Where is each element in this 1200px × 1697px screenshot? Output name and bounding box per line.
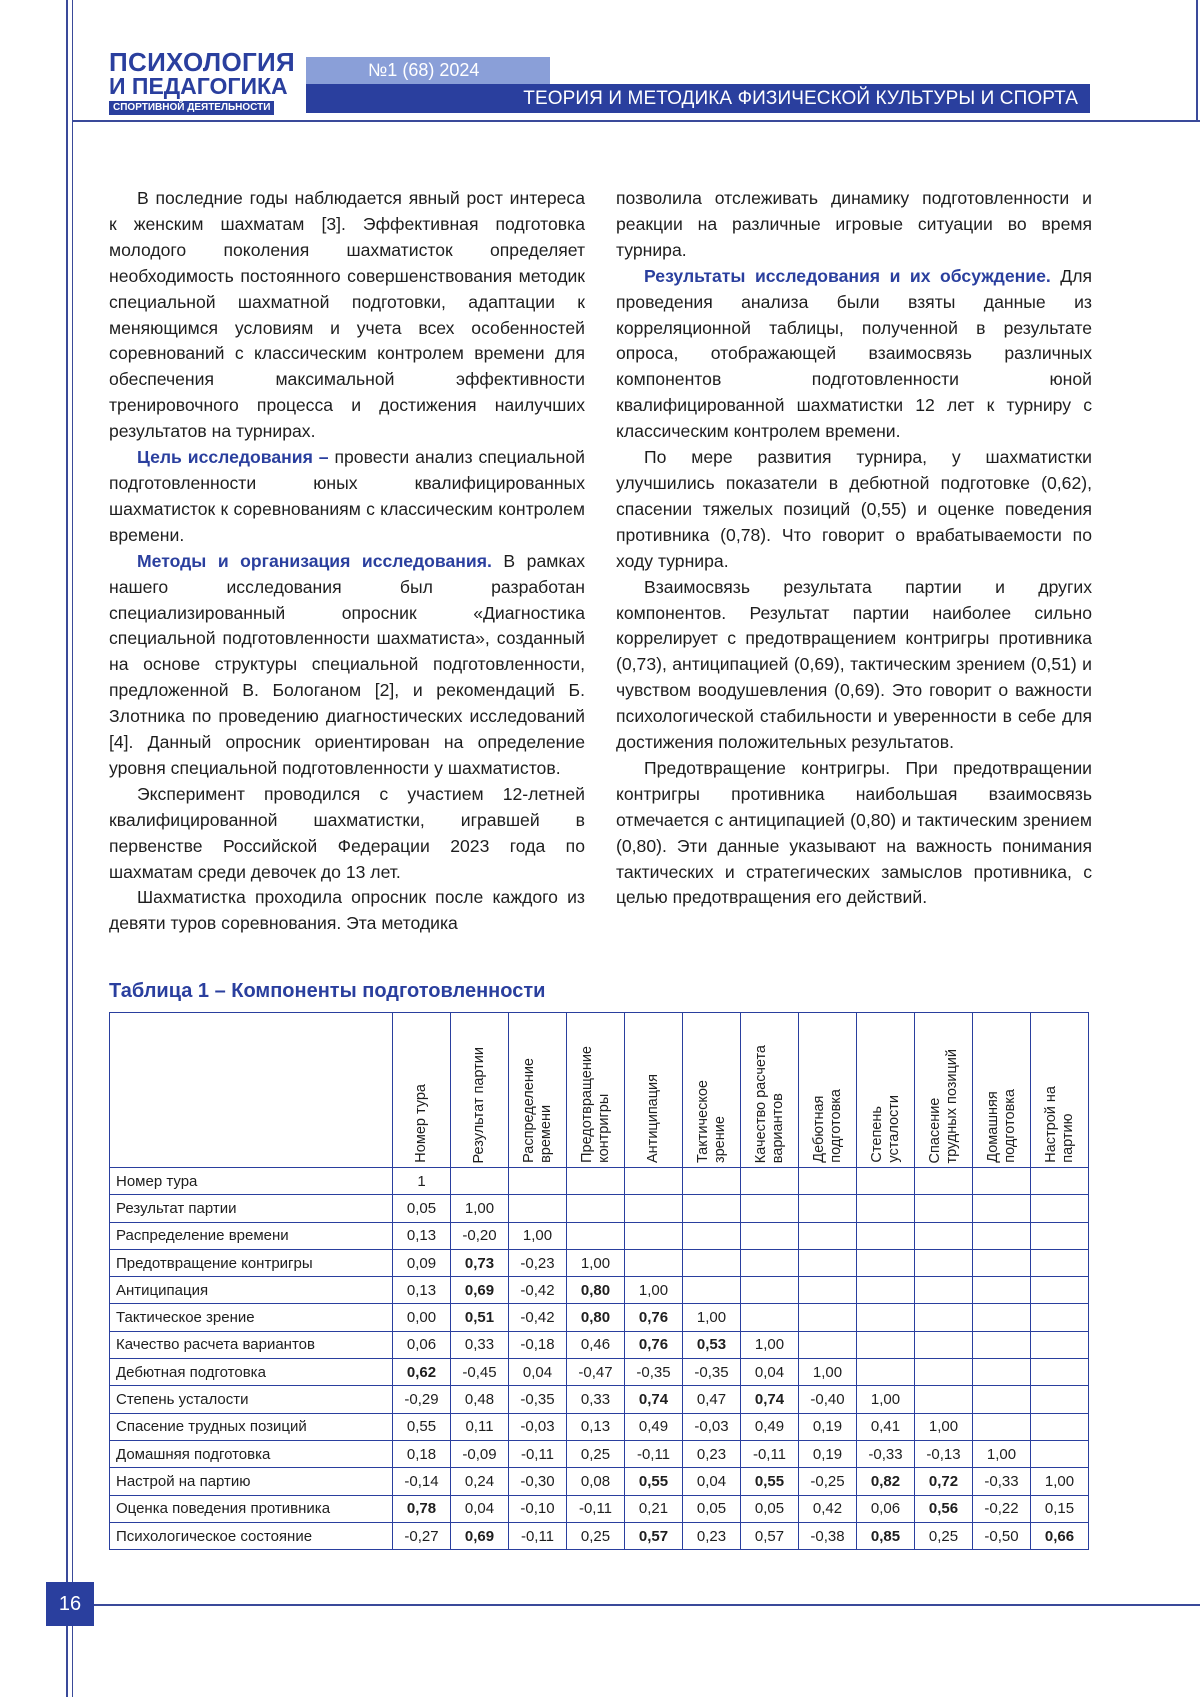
table-cell <box>915 1195 973 1222</box>
table-row <box>110 1495 1089 1522</box>
column-header: Настрой на партию <box>1031 1013 1089 1168</box>
table-cell <box>1031 1249 1089 1276</box>
table-cell: 0,76 <box>625 1304 683 1331</box>
table-cell <box>625 1168 683 1195</box>
table-cell <box>973 1413 1031 1440</box>
table-cell: 0,55 <box>393 1413 451 1440</box>
row-label: Качество расчета вариантов <box>110 1331 393 1358</box>
table-cell <box>1031 1277 1089 1304</box>
table-cell: 0,33 <box>451 1331 509 1358</box>
table-corner-cell <box>110 1013 393 1168</box>
table-cell: 0,13 <box>567 1413 625 1440</box>
table-cell: 0,08 <box>567 1468 625 1495</box>
table-cell: -0,10 <box>509 1495 567 1522</box>
table-cell: -0,03 <box>509 1413 567 1440</box>
paragraph-heading: Результаты исследования и их обсуждение. <box>644 265 1051 286</box>
table-cell: -0,33 <box>973 1468 1031 1495</box>
table-cell: 0,21 <box>625 1495 683 1522</box>
table-cell: 1,00 <box>1031 1468 1089 1495</box>
correlation-table <box>109 1012 1089 1550</box>
table-row <box>110 1195 1089 1222</box>
table-cell: 1,00 <box>799 1359 857 1386</box>
table-cell: -0,27 <box>393 1522 451 1549</box>
table-cell <box>973 1195 1031 1222</box>
table-cell: 0,73 <box>451 1249 509 1276</box>
table-cell <box>683 1168 741 1195</box>
table-cell: -0,09 <box>451 1440 509 1467</box>
table-row <box>110 1386 1089 1413</box>
table-cell: 0,09 <box>393 1249 451 1276</box>
frame-line-bottom <box>72 1604 1200 1606</box>
table-cell <box>567 1222 625 1249</box>
paragraph: Взаимосвязь результата партии и других компонентов. Результат партии наиболее сильно коррелирует с предотвращением контригры противника (0,73), антиципацией (0,69), тактическим зрением (0,51) и чувством воодушевления (0,69). Это говорит о важности психологической стабильности и уверенности в себе для достижения положительных результатов. <box>616 576 1092 753</box>
table-cell: -0,50 <box>973 1522 1031 1549</box>
paragraph: позволила отслеживать динамику подготовленности и реакции на различные игровые ситуации во время турнира. <box>616 188 1092 260</box>
table-cell: 0,25 <box>915 1522 973 1549</box>
table-cell: 0,13 <box>393 1277 451 1304</box>
table-cell: 0,11 <box>451 1413 509 1440</box>
table-cell: -0,11 <box>567 1495 625 1522</box>
table-title: Таблица 1 – Компоненты подготовленности <box>109 980 546 1002</box>
paragraph-heading: Методы и организация исследования. <box>137 550 492 571</box>
table-cell: 0,80 <box>567 1304 625 1331</box>
page-number: 16 <box>46 1582 94 1626</box>
table-cell: 0,78 <box>393 1495 451 1522</box>
row-label: Настрой на партию <box>110 1468 393 1495</box>
row-label: Предотвращение контригры <box>110 1249 393 1276</box>
table-cell <box>799 1331 857 1358</box>
table-cell: 0,33 <box>567 1386 625 1413</box>
table-cell <box>567 1168 625 1195</box>
table-cell: 0,04 <box>683 1468 741 1495</box>
table-cell: 0,19 <box>799 1440 857 1467</box>
table-cell: 0,47 <box>683 1386 741 1413</box>
column-header: Спасение трудных позиций <box>915 1013 973 1168</box>
table-cell: 0,42 <box>799 1495 857 1522</box>
column-header: Номер тура <box>393 1013 451 1168</box>
table-cell <box>973 1359 1031 1386</box>
column-header: Результат партии <box>451 1013 509 1168</box>
table-cell: 0,05 <box>741 1495 799 1522</box>
table-cell: -0,11 <box>625 1440 683 1467</box>
row-label: Домашняя подготовка <box>110 1440 393 1467</box>
table-row <box>110 1304 1089 1331</box>
table-cell: 0,53 <box>683 1331 741 1358</box>
table-cell <box>857 1331 915 1358</box>
row-label: Оценка поведения противника <box>110 1495 393 1522</box>
table-cell: 0,00 <box>393 1304 451 1331</box>
column-header: Степень усталости <box>857 1013 915 1168</box>
table-cell <box>509 1168 567 1195</box>
row-label: Спасение трудных позиций <box>110 1413 393 1440</box>
paragraph: Предотвращение контригры. При предотвращении контригры противника наибольшая взаимосвязь отмечается с антиципацией (0,80) и тактическим зрением (0,80). Эти данные указывают на важность понимания тактических и стратегических замыслов противника, с целью предотвращения его действий. <box>616 757 1092 908</box>
row-label: Антиципация <box>110 1277 393 1304</box>
column-header: Распределение времени <box>509 1013 567 1168</box>
column-header: Дебютная подготовка <box>799 1013 857 1168</box>
table-cell: 1,00 <box>567 1249 625 1276</box>
paragraph-text: Для проведения анализа были взяты данные из корреляционной таблицы, полученной в результате опроса, отображающей взаимосвязь различных компонентов подготовленности юной квалифицированной шахматистки 12 лет к турниру с классическим контролем времени. <box>616 265 1092 442</box>
table-cell <box>915 1168 973 1195</box>
table-cell <box>973 1386 1031 1413</box>
table-cell: -0,11 <box>509 1522 567 1549</box>
table-cell <box>915 1277 973 1304</box>
table-cell <box>567 1195 625 1222</box>
table-cell: -0,11 <box>509 1440 567 1467</box>
table-cell: 0,04 <box>509 1359 567 1386</box>
table-cell: -0,29 <box>393 1386 451 1413</box>
table-cell <box>973 1168 1031 1195</box>
table-cell <box>741 1195 799 1222</box>
row-label: Дебютная подготовка <box>110 1359 393 1386</box>
table-cell: 0,55 <box>625 1468 683 1495</box>
logo-line-3: СПОРТИВНОЙ ДЕЯТЕЛЬНОСТИ <box>109 101 274 115</box>
table-cell <box>1031 1168 1089 1195</box>
table-row <box>110 1331 1089 1358</box>
table-cell: 0,23 <box>683 1522 741 1549</box>
table-cell <box>915 1304 973 1331</box>
right-text-column <box>616 186 1092 911</box>
frame-line-right <box>1196 0 1198 120</box>
table-cell <box>799 1195 857 1222</box>
table-cell: 0,80 <box>567 1277 625 1304</box>
frame-line-top <box>72 120 1200 122</box>
table-cell: 0,55 <box>741 1468 799 1495</box>
table-cell <box>1031 1304 1089 1331</box>
table-cell: -0,23 <box>509 1249 567 1276</box>
table-cell: 1,00 <box>509 1222 567 1249</box>
table-cell <box>625 1222 683 1249</box>
table-cell: 0,23 <box>683 1440 741 1467</box>
table-cell: 0,72 <box>915 1468 973 1495</box>
table-cell <box>683 1277 741 1304</box>
table-cell <box>857 1222 915 1249</box>
table-cell <box>741 1222 799 1249</box>
table-cell: -0,42 <box>509 1277 567 1304</box>
table-cell: 0,05 <box>683 1495 741 1522</box>
paragraph <box>109 549 585 782</box>
table-cell <box>915 1331 973 1358</box>
table-cell <box>973 1277 1031 1304</box>
table-cell: 0,57 <box>625 1522 683 1549</box>
table-cell: 0,04 <box>451 1495 509 1522</box>
table-cell <box>741 1168 799 1195</box>
table-cell <box>625 1195 683 1222</box>
table-cell: -0,42 <box>509 1304 567 1331</box>
table-cell: 0,25 <box>567 1522 625 1549</box>
column-header: Антиципация <box>625 1013 683 1168</box>
table-cell: -0,14 <box>393 1468 451 1495</box>
table-cell: 0,25 <box>567 1440 625 1467</box>
table-cell <box>683 1249 741 1276</box>
column-header: Тактическое зрение <box>683 1013 741 1168</box>
table-cell <box>857 1304 915 1331</box>
paragraph: Шахматистка проходила опросник после каждого из девяти туров соревнования. Эта методика <box>109 887 585 934</box>
table-cell <box>451 1168 509 1195</box>
table-cell <box>683 1222 741 1249</box>
table-row <box>110 1359 1089 1386</box>
table-cell: 0,46 <box>567 1331 625 1358</box>
table-cell <box>1031 1331 1089 1358</box>
table-cell: 0,57 <box>741 1522 799 1549</box>
row-label: Результат партии <box>110 1195 393 1222</box>
table-cell: 0,49 <box>741 1413 799 1440</box>
table-cell: -0,25 <box>799 1468 857 1495</box>
table-cell: -0,47 <box>567 1359 625 1386</box>
table-cell: -0,35 <box>625 1359 683 1386</box>
table-cell <box>1031 1386 1089 1413</box>
table-row <box>110 1522 1089 1549</box>
table-cell <box>799 1304 857 1331</box>
table-cell: -0,38 <box>799 1522 857 1549</box>
table-cell: 0,69 <box>451 1277 509 1304</box>
table-cell: 0,48 <box>451 1386 509 1413</box>
table-cell: 0,76 <box>625 1331 683 1358</box>
table-cell: -0,45 <box>451 1359 509 1386</box>
table-cell: 1,00 <box>857 1386 915 1413</box>
table-cell: 0,66 <box>1031 1522 1089 1549</box>
table-cell: 0,74 <box>625 1386 683 1413</box>
table-cell: 0,13 <box>393 1222 451 1249</box>
table-cell: 1,00 <box>451 1195 509 1222</box>
table-cell <box>973 1249 1031 1276</box>
table-cell <box>973 1222 1031 1249</box>
table-cell <box>799 1222 857 1249</box>
table-cell <box>799 1277 857 1304</box>
table-cell <box>1031 1413 1089 1440</box>
table-cell <box>683 1195 741 1222</box>
table-cell: 0,69 <box>451 1522 509 1549</box>
table-cell <box>625 1249 683 1276</box>
table-cell: 0,06 <box>857 1495 915 1522</box>
table-row <box>110 1168 1089 1195</box>
paragraph <box>616 264 1092 445</box>
table-cell <box>857 1168 915 1195</box>
paragraph-text: провести анализ специальной подготовленности юных квалифицированных шахматисток к соревнованиям с классическим контролем времени. <box>109 447 586 545</box>
table-cell: 0,19 <box>799 1413 857 1440</box>
table-cell: 0,04 <box>741 1359 799 1386</box>
table-cell: -0,13 <box>915 1440 973 1467</box>
table-cell <box>1031 1440 1089 1467</box>
table-cell <box>973 1304 1031 1331</box>
frame-line-left-outer <box>66 0 68 1697</box>
table-cell: 0,85 <box>857 1522 915 1549</box>
table-header-row <box>110 1013 1089 1168</box>
table-cell: -0,03 <box>683 1413 741 1440</box>
table-cell: 1,00 <box>915 1413 973 1440</box>
table-cell <box>915 1386 973 1413</box>
table-cell <box>1031 1222 1089 1249</box>
paragraph: Эксперимент проводился с участием 12-летней квалифицированной шахматистки, игравшей в первенстве Российской Федерации 2023 года по шахматам среди девочек до 13 лет. <box>109 783 585 882</box>
table-cell: 0,41 <box>857 1413 915 1440</box>
table-cell: -0,35 <box>683 1359 741 1386</box>
table-cell <box>857 1249 915 1276</box>
table-cell <box>741 1304 799 1331</box>
paragraph-text: В рамках нашего исследования был разработан специализированный опросник «Диагностика специальной подготовленности шахматиста», созданный на основе структуры специальной подготовленности, предложенной В. Бологаном [2], и рекомендаций Б. Злотника по проведению диагностических исследований [4]. Данный опросник ориентирован на определение уровня специальной подготовленности у шахматистов. <box>109 550 585 778</box>
table-cell <box>1031 1195 1089 1222</box>
table-cell: 0,82 <box>857 1468 915 1495</box>
section-title: ТЕОРИЯ И МЕТОДИКА ФИЗИЧЕСКОЙ КУЛЬТУРЫ И СПОРТА <box>306 84 1090 113</box>
table-row <box>110 1249 1089 1276</box>
row-label: Психологическое состояние <box>110 1522 393 1549</box>
table-cell <box>1031 1359 1089 1386</box>
table-cell: 0,05 <box>393 1195 451 1222</box>
table-cell <box>857 1195 915 1222</box>
table-cell <box>799 1249 857 1276</box>
table-cell: -0,18 <box>509 1331 567 1358</box>
table-cell: -0,33 <box>857 1440 915 1467</box>
table-cell: -0,11 <box>741 1440 799 1467</box>
paragraph-heading: Цель исследования – <box>137 447 329 468</box>
journal-logo <box>109 47 295 115</box>
table-cell: 1,00 <box>683 1304 741 1331</box>
paragraph <box>109 445 585 549</box>
table-cell <box>973 1331 1031 1358</box>
row-label: Тактическое зрение <box>110 1304 393 1331</box>
table-cell: 0,49 <box>625 1413 683 1440</box>
paragraph: В последние годы наблюдается явный рост интереса к женским шахматам [3]. Эффективная подготовка молодого поколения шахматисток определяет необходимость постоянного совершенствования методик специальной шахматной подготовки, адаптации к меняющимся условиям и учета всех особенностей соревнований с классическим контролем времени для обеспечения максимальной эффективности тренировочного процесса и достижения наилучших результатов на турнирах. <box>109 188 585 442</box>
table-row <box>110 1222 1089 1249</box>
table-cell: -0,22 <box>973 1495 1031 1522</box>
logo-line-1: ПСИХОЛОГИЯ <box>109 47 295 77</box>
table-cell: 1,00 <box>741 1331 799 1358</box>
table-cell: 0,15 <box>1031 1495 1089 1522</box>
table-cell: 0,62 <box>393 1359 451 1386</box>
row-label: Номер тура <box>110 1168 393 1195</box>
table-row <box>110 1413 1089 1440</box>
table-cell <box>857 1359 915 1386</box>
table-row <box>110 1468 1089 1495</box>
left-text-column <box>109 186 585 937</box>
table-cell: -0,30 <box>509 1468 567 1495</box>
column-header: Домашняя подготовка <box>973 1013 1031 1168</box>
frame-line-left-inner <box>72 0 73 1697</box>
table-cell: 0,18 <box>393 1440 451 1467</box>
column-header: Предотвращение контригры <box>567 1013 625 1168</box>
row-label: Степень усталости <box>110 1386 393 1413</box>
table-cell: -0,35 <box>509 1386 567 1413</box>
table-cell: -0,40 <box>799 1386 857 1413</box>
table-cell <box>915 1222 973 1249</box>
table-cell <box>741 1277 799 1304</box>
logo-line-2: И ПЕДАГОГИКА <box>109 73 288 99</box>
column-header: Качество расчета вариантов <box>741 1013 799 1168</box>
table-row <box>110 1440 1089 1467</box>
paragraph: По мере развития турнира, у шахматистки улучшились показатели в дебютной подготовке (0,62), спасении тяжелых позиций (0,55) и оценке поведения противника (0,78). Что говорит о врабатываемости по ходу турнира. <box>616 447 1092 571</box>
issue-number: №1 (68) 2024 <box>306 57 550 84</box>
table-row <box>110 1277 1089 1304</box>
table-cell: 0,74 <box>741 1386 799 1413</box>
table-cell <box>857 1277 915 1304</box>
table-cell: 0,56 <box>915 1495 973 1522</box>
table-cell: 1,00 <box>625 1277 683 1304</box>
table-cell: 0,24 <box>451 1468 509 1495</box>
table-cell: -0,20 <box>451 1222 509 1249</box>
table-cell <box>741 1249 799 1276</box>
table-cell <box>915 1359 973 1386</box>
row-label: Распределение времени <box>110 1222 393 1249</box>
table-cell: 0,51 <box>451 1304 509 1331</box>
table-cell <box>509 1195 567 1222</box>
table-cell: 1 <box>393 1168 451 1195</box>
table-cell: 0,06 <box>393 1331 451 1358</box>
table-cell: 1,00 <box>973 1440 1031 1467</box>
table-cell <box>915 1249 973 1276</box>
table-cell <box>799 1168 857 1195</box>
